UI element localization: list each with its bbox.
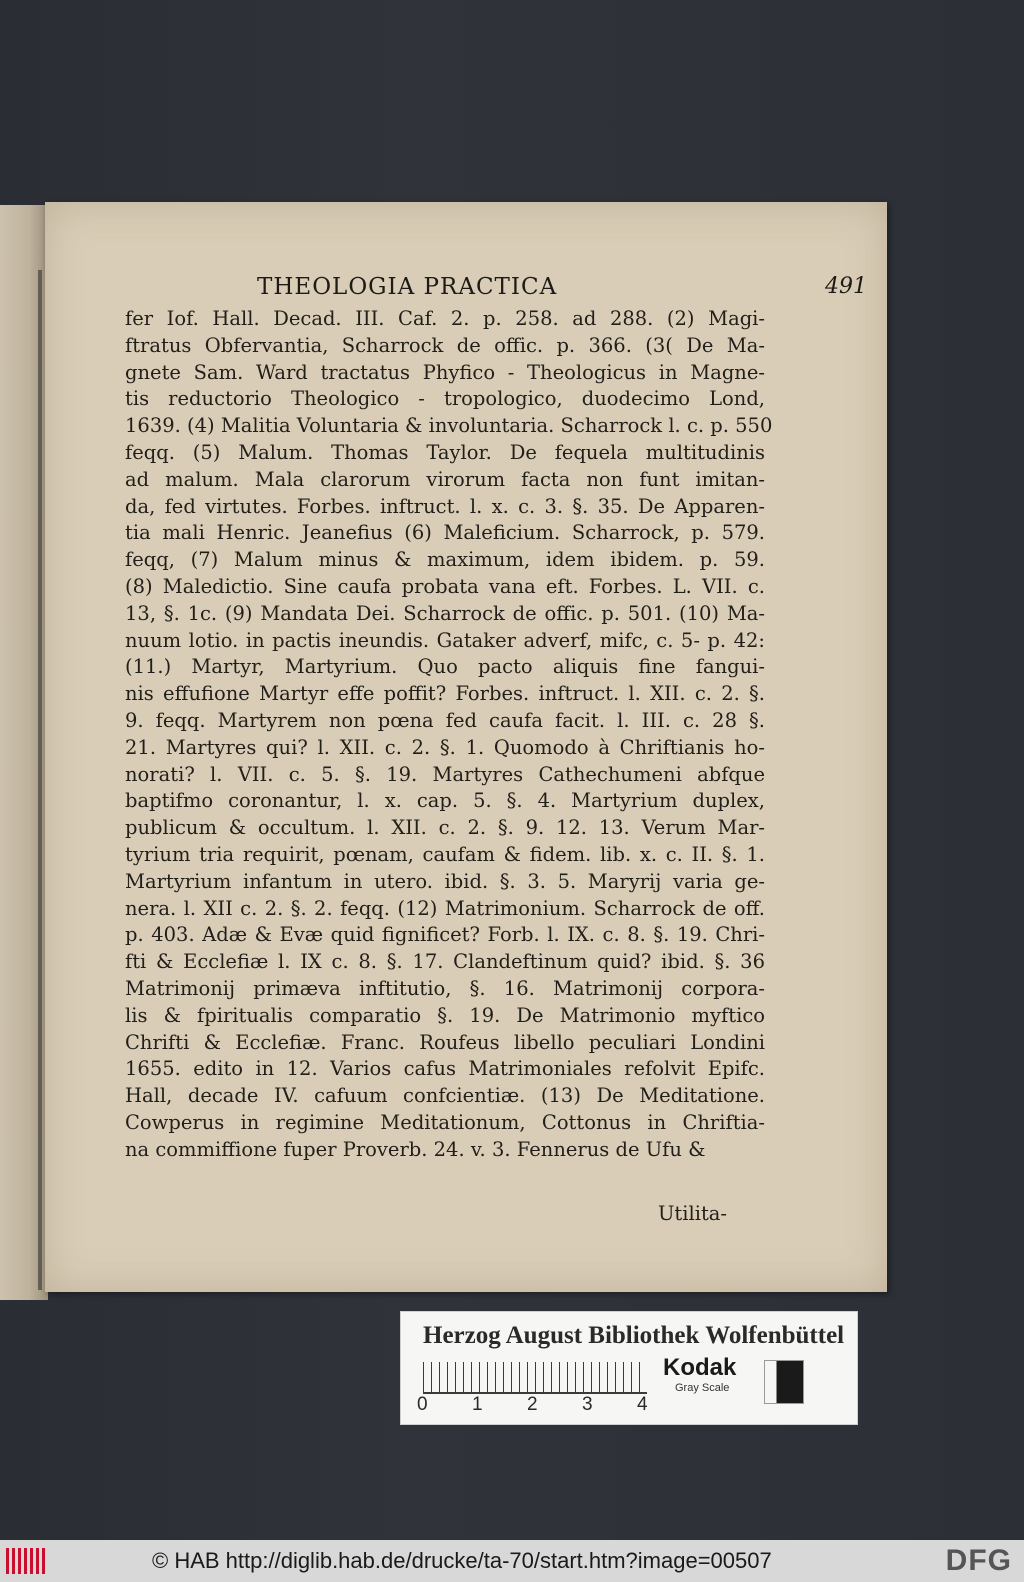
body-text <box>125 306 773 1164</box>
text-line: p. 403. Adæ & Evæ quid fignificet? Forb. l. IX. c. 8. §. 19. Chri- <box>125 923 765 947</box>
text-line: Chrifti & Ecclefiæ. Franc. Roufeus libello peculiari Londini <box>125 1030 765 1054</box>
dfg-logo: DFG <box>945 1544 1012 1577</box>
text-line: Hall, decade IV. cafuum confcientiæ. (13) De Meditatione. <box>125 1084 765 1108</box>
gray-swatch <box>764 1360 804 1404</box>
footer-bar <box>0 1540 1024 1582</box>
kodak-logo: Kodak <box>663 1354 737 1381</box>
ruler-number: 4 <box>637 1394 648 1415</box>
text-line: tia mali Henric. Jeanefius (6) Maleficium. Scharrock, p. 579. <box>125 521 765 545</box>
book-page <box>45 202 887 1292</box>
text-line: ad malum. Mala clarorum virorum facta non funt imitan- <box>125 467 765 491</box>
text-line: norati? l. VII. c. 5. §. 19. Martyres Cathechumeni abfque <box>125 762 765 786</box>
text-line: 13, §. 1c. (9) Mandata Dei. Scharrock de offic. p. 501. (10) Ma- <box>125 601 765 625</box>
catchword: Utilita- <box>657 1202 727 1225</box>
text-line: Cowperus in regimine Meditationum, Cottonus in Chriftia- <box>125 1110 765 1134</box>
text-line: 1639. (4) Malitia Voluntaria & involuntaria. Scharrock l. c. p. 550 <box>125 414 773 438</box>
footer-copyright-link[interactable]: © HAB http://diglib.hab.de/drucke/ta-70/start.htm?image=00507 <box>152 1548 772 1573</box>
text-line: feqq, (7) Malum minus & maximum, idem ibidem. p. 59. <box>125 548 765 572</box>
ruler-numbers <box>417 1394 657 1416</box>
text-line: nera. l. XII c. 2. §. 2. feqq. (12) Matrimonium. Scharrock de off. <box>125 896 765 920</box>
ruler-number: 1 <box>472 1394 483 1415</box>
text-line: Matrimonij primæva inftitutio, §. 16. Matrimonij corpora- <box>125 976 765 1000</box>
color-target-card <box>400 1311 858 1425</box>
text-line: gnete Sam. Ward tractatus Phyfico - Theologicus in Magne- <box>125 360 765 384</box>
hab-logo-icon <box>6 1548 46 1574</box>
text-line: 1655. edito in 12. Varios cafus Matrimoniales refolvit Epifc. <box>125 1057 765 1081</box>
text-line: (11.) Martyr, Martyrium. Quo pacto aliquis fine fangui- <box>125 655 765 679</box>
page-number: 491 <box>825 274 867 299</box>
text-line: feqq. (5) Malum. Thomas Taylor. De fequela multitudinis <box>125 440 765 464</box>
text-line: na commiffione fuper Proverb. 24. v. 3. Fennerus de Ufu & <box>125 1137 706 1161</box>
ruler-number: 3 <box>582 1394 593 1415</box>
text-line: fti & Ecclefiæ l. IX c. 8. §. 17. Clandeftinum quid? ibid. §. 36 <box>125 950 765 974</box>
library-name: Herzog August Bibliothek Wolfenbüttel <box>423 1322 845 1349</box>
running-head-title: THEOLOGIA PRACTICA <box>257 274 558 300</box>
scale-ruler <box>423 1362 647 1394</box>
text-line: (8) Maledictio. Sine caufa probata vana eft. Forbes. L. VII. c. <box>125 574 765 598</box>
text-line: publicum & occultum. l. XII. c. 2. §. 9. 12. 13. Verum Mar- <box>125 816 765 840</box>
ruler-number: 2 <box>527 1394 538 1415</box>
text-line: Martyrium infantum in utero. ibid. §. 3. 5. Maryrij varia ge- <box>125 869 765 893</box>
running-head <box>257 274 867 304</box>
text-line: nis effufione Martyr effe poffit? Forbes. inftruct. l. XII. c. 2. §. <box>125 682 765 706</box>
gutter-shadow <box>38 270 42 1290</box>
text-line: tyrium tria requirit, pœnam, caufam & fidem. lib. x. c. II. §. 1. <box>125 842 765 866</box>
text-line: 21. Martyres qui? l. XII. c. 2. §. 1. Quomodo à Chriftianis ho- <box>125 735 765 759</box>
ruler-number: 0 <box>417 1394 428 1415</box>
text-line: ftratus Obfervantia, Scharrock de offic. p. 366. (3( De Ma- <box>125 333 765 357</box>
text-line: 9. feqq. Martyrem non pœna fed caufa facit. l. III. c. 28 §. <box>125 708 765 732</box>
gray-scale-label: Gray Scale <box>675 1382 730 1394</box>
text-line: da, fed virtutes. Forbes. inftruct. l. x. c. 3. §. 35. De Apparen- <box>125 494 765 518</box>
text-line: lis & fpiritualis comparatio §. 19. De Matrimonio myftico <box>125 1003 765 1027</box>
text-line: tis reductorio Theologico - tropologico, duodecimo Lond, <box>125 387 765 411</box>
text-line: nuum lotio. in pactis ineundis. Gataker adverf, mifc, c. 5- p. 42: <box>125 628 765 652</box>
text-line: fer Iof. Hall. Decad. III. Caf. 2. p. 258. ad 288. (2) Magi- <box>125 307 765 330</box>
text-line: baptifmo coronantur, l. x. cap. 5. §. 4. Martyrium duplex, <box>125 789 765 813</box>
